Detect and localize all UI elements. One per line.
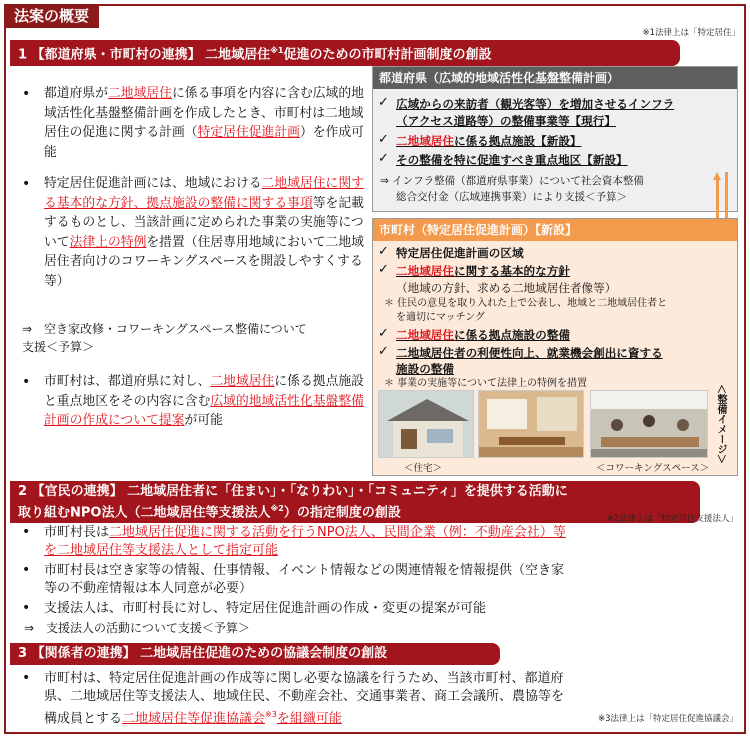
- sec1-paragraph-2: 特定居住促進計画には、地域における二地域居住に関する基本的な方針、拠点施設の整備に関する事項等を記載するものとし、当該計画に定められた事業の実施等について法律上の特例を措置（住居専用地域において二地域居住者向けのコワーキングスペースを開設しやすくする等）: [44, 176, 364, 289]
- sec2-bullet-3: 支援法人は、市町村長に対し、特定居住促進計画の作成・変更の提案が可能: [44, 601, 487, 616]
- muni-item-2b: （地域の方針、求める二地域居住者像等）: [396, 281, 617, 295]
- check-icon: ✓: [378, 132, 389, 147]
- pref-item-2: 二地域居住に係る拠点施設【新設】: [396, 134, 582, 148]
- muni-item-1: 特定居住促進計画の区域: [396, 246, 524, 260]
- bullet-dot: •: [22, 374, 31, 390]
- pref-item-3: その整備を特に促進すべき重点地区【新設】: [396, 153, 628, 167]
- check-icon: ✓: [378, 151, 389, 166]
- sec2-bullet-1-line-2: を二地域居住等支援法人として指定可能: [44, 543, 279, 558]
- check-icon: ✓: [378, 344, 389, 359]
- image-side-label: ＜整備イメージ＞: [715, 384, 726, 464]
- sec2-support-note: ⇒ 支援法人の活動について支援＜予算＞: [24, 621, 250, 635]
- bullet-dot: •: [22, 600, 31, 616]
- muni-item-4b: 施設の整備: [396, 362, 454, 376]
- check-icon: ✓: [378, 262, 389, 277]
- pref-item-1b: （アクセス道路等）の整備事業等【現行】: [396, 114, 616, 128]
- muni-note-1: ＊ 住民の意見を取り入れた上で公表し、地域と二地域居住者と: [384, 298, 668, 309]
- sec1-paragraph-1: 都道府県が二地域居住に係る事項を内容に含む広域的地域活性化基盤整備計画を作成したとき、市町村は二地域居住の促進に関する計画（特定居住促進計画）を作成可能: [44, 86, 364, 160]
- pref-support-1: ⇒ インフラ整備（都道府県事業）について社会資本整備: [380, 175, 644, 187]
- house-photo: [378, 390, 474, 458]
- bullet-dot: •: [22, 86, 31, 102]
- sec1-paragraph-3: 市町村は、都道府県に対し、二地域居住に係る拠点施設と重点地区をその内容に含む広域的地域活性化基盤整備計画の作成について提案が可能: [44, 374, 364, 428]
- footnote-2: ※2法律上は「特定居住支援法人」: [606, 514, 738, 524]
- municipality-plan-heading: 市町村（特定居住促進計画）【新設】: [373, 219, 737, 241]
- pref-support-2: 総合交付金（広域連携事業）により支援＜予算＞: [396, 191, 627, 203]
- bullet-dot: •: [22, 176, 31, 192]
- sec1-support-note: ⇒ 空き家改修・コワーキングスペース整備について 支援＜予算＞: [22, 322, 343, 354]
- sec2-bullet-2-line-1: 市町村長は空き家等の情報、仕事情報、イベント情報などの関連情報を情報提供（空き家: [44, 563, 565, 578]
- coworking-caption: ＜コワーキングスペース＞: [596, 463, 710, 474]
- sec3-line-1: 市町村は、特定居住促進計画の作成等に関し必要な協議を行うため、当該市町村、都道府: [44, 671, 564, 686]
- sec2-bullet-1-line-1: 市町村長は二地域居住促進に関する活動を行うNPO法人、民間企業（例：不動産会社）等: [44, 525, 566, 540]
- sec3-line-2: 県、二地域居住等支援法人、地域住民、不動産会社、交通事業者、商工会議所、農協等を: [44, 689, 565, 704]
- muni-note-2: ＊ 事業の実施等について法律上の特例を措置: [384, 378, 587, 389]
- muni-item-3: 二地域居住に係る拠点施設の整備: [396, 328, 570, 342]
- sec2-bullet-2-line-2: 等の不動産情報は本人同意が必要）: [44, 581, 253, 596]
- muni-note-1b: を適切にマッチング: [396, 312, 485, 323]
- muni-item-4: 二地域居住者の利便性向上、就業機会創出に資する: [396, 346, 663, 360]
- footnote-1: ※1法律上は「特定居住」: [642, 28, 740, 38]
- bullet-dot: •: [22, 670, 31, 686]
- section-2-heading: 2 【官民の連携】 二地域居住者に「住まい」・「なりわい」・「コミュニティ」を提供する活動に 取り組むNPO法人（二地域居住等支援法人$^{※2}$）の指定制度の創設: [10, 481, 700, 523]
- prefecture-plan-heading: 都道府県（広域的地域活性化基盤整備計画）: [373, 67, 737, 89]
- check-icon: ✓: [378, 95, 389, 110]
- check-icon: ✓: [378, 326, 389, 341]
- section-3-heading: 3 【関係者の連携】 二地域居住促進のための協議会制度の創設: [10, 643, 500, 665]
- coworking-photo: [590, 390, 708, 458]
- footnote-3: ※3法律上は「特定居住促進協議会」: [597, 714, 738, 724]
- house-caption: ＜住宅＞: [404, 463, 443, 474]
- check-icon: ✓: [378, 244, 389, 259]
- interior-photo: [478, 390, 584, 458]
- pref-item-1: 広域からの来訪者（観光客等）を増加させるインフラ: [396, 97, 675, 111]
- page-title: 法案の概要: [4, 4, 99, 28]
- sec3-line-3: 構成員とする二地域居住等促進協議会$^{※3}$を組織可能: [44, 710, 342, 727]
- section-1-heading: 1 【都道府県・市町村の連携】 二地域居住$^{※1}$促進のための市町村計画制度の創設: [10, 40, 680, 66]
- bullet-dot: •: [22, 562, 31, 578]
- bullet-dot: •: [22, 524, 31, 540]
- muni-item-2: 二地域居住に関する基本的な方針: [396, 264, 570, 278]
